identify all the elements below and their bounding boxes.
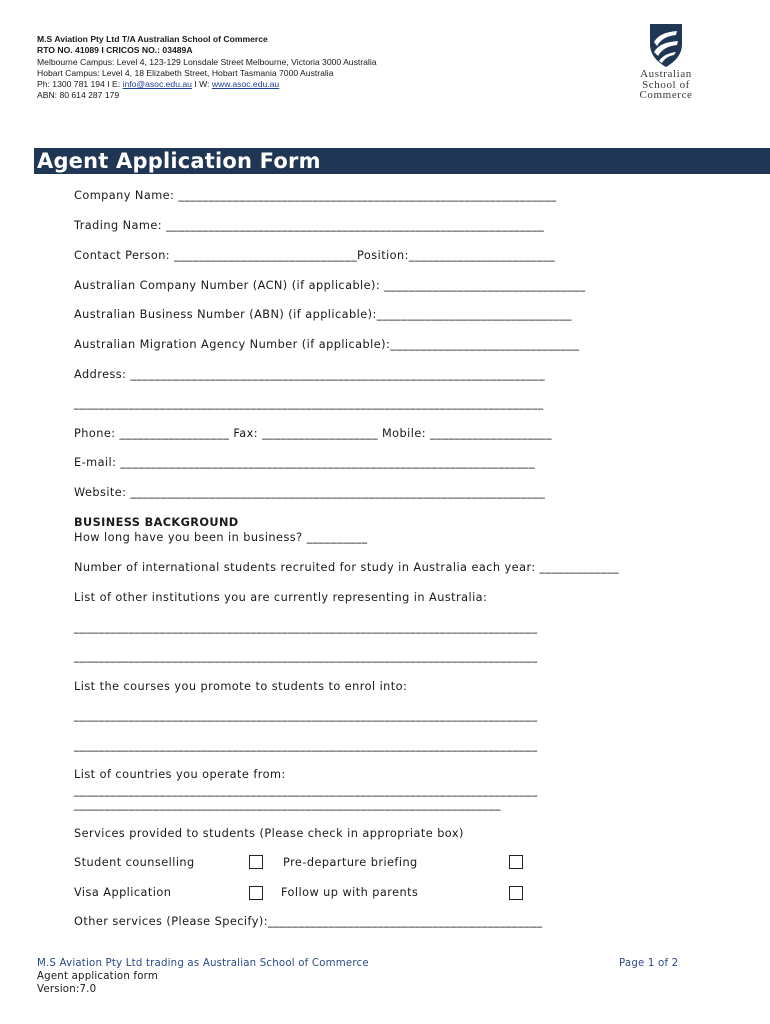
address-field[interactable]: Address: ____________________________________________________________________ <box>74 368 546 381</box>
migration-agency-number-field[interactable]: Australian Migration Agency Number (if applicable):_______________________________ <box>74 338 580 351</box>
website-field[interactable]: Website: ____________________________________________________________________ <box>74 486 546 499</box>
follow-up-label: Follow up with parents <box>281 886 419 899</box>
contact-line <box>37 79 377 90</box>
abn-number: ABN: 80 614 287 179 <box>37 90 120 101</box>
student-counselling-label: Student counselling <box>74 856 195 869</box>
form-title-bar <box>34 148 770 174</box>
other-services-field[interactable]: Other services (Please Specify):_____________________________________________ <box>74 915 543 928</box>
visa-application-checkbox[interactable] <box>249 886 263 900</box>
logo-line-3: Commerce <box>639 89 693 101</box>
footer-version: Version:7.0 <box>37 984 97 995</box>
shield-icon <box>647 22 685 68</box>
logo-line-1: Australian <box>640 68 692 80</box>
countries-label: List of countries you operate from: <box>74 768 286 781</box>
footer-company: M.S Aviation Pty Ltd trading as Australian School of Commerce <box>37 958 369 969</box>
contact-person-position-field[interactable]: Contact Person: ______________________________Position:________________________ <box>74 249 556 262</box>
courses-label: List the courses you promote to students to enrol into: <box>74 680 408 693</box>
rto-cricos-number: RTO NO. 41089 I CRICOS NO.: 03489A <box>37 45 193 56</box>
students-recruited-field[interactable]: Number of international students recruited for study in Australia each year: _____________ <box>74 561 619 574</box>
footer-doc-name: Agent application form <box>37 971 158 982</box>
email-field[interactable]: E-mail: ____________________________________________________________________ <box>74 456 536 469</box>
email-link[interactable]: info@asoc.edu.au <box>122 79 192 90</box>
abn-field[interactable]: Australian Business Number (ABN) (if applicable):________________________________ <box>74 308 572 321</box>
institutions-label: List of other institutions you are currently representing in Australia: <box>74 591 488 604</box>
trading-name-field[interactable]: Trading Name: ______________________________________________________________ <box>74 219 545 232</box>
form-title: Agent Application Form <box>37 149 321 173</box>
student-counselling-checkbox[interactable] <box>249 855 263 869</box>
letterhead <box>37 34 377 102</box>
visa-application-label: Visa Application <box>74 886 172 899</box>
institutions-line-2[interactable]: ____________________________________________________________________________ <box>74 650 538 663</box>
school-logo <box>628 22 704 114</box>
phone-fax-mobile-field[interactable]: Phone: __________________ Fax: ___________________ Mobile: ____________________ <box>74 427 553 440</box>
logo-line-2: School of <box>642 78 690 91</box>
years-in-business-field[interactable]: How long have you been in business? __________ <box>74 531 368 544</box>
pre-departure-label: Pre-departure briefing <box>283 856 418 869</box>
follow-up-checkbox[interactable] <box>509 886 523 900</box>
company-name-field[interactable]: Company Name: ______________________________________________________________ <box>74 189 557 202</box>
phone-text: Ph: 1300 781 194 I E: <box>37 79 123 90</box>
countries-line-1[interactable]: ____________________________________________________________________________ <box>74 784 538 797</box>
countries-line-2[interactable]: ______________________________________________________________________ <box>74 798 501 811</box>
logo-wordmark <box>628 69 704 101</box>
hobart-campus-address: Hobart Campus: Level 4, 18 Elizabeth Street, Hobart Tasmania 7000 Australia <box>37 67 334 78</box>
website-link[interactable]: www.asoc.edu.au <box>211 79 280 90</box>
courses-line-2[interactable]: ____________________________________________________________________________ <box>74 739 538 752</box>
melbourne-campus-address: Melbourne Campus: Level 4, 123-129 Lonsdale Street Melbourne, Victoria 3000 Australia <box>37 56 377 67</box>
institutions-line-1[interactable]: ____________________________________________________________________________ <box>74 621 538 634</box>
company-legal-name: M.S Aviation Pty Ltd T/A Australian School of Commerce <box>37 34 268 44</box>
acn-field[interactable]: Australian Company Number (ACN) (if applicable): _________________________________ <box>74 279 586 292</box>
web-prefix-text: I W: <box>191 79 212 90</box>
courses-line-1[interactable]: ____________________________________________________________________________ <box>74 709 538 722</box>
business-background-heading: BUSINESS BACKGROUND <box>74 516 239 529</box>
address-line-2-field[interactable]: _____________________________________________________________________________ <box>74 397 544 410</box>
services-intro: Services provided to students (Please check in appropriate box) <box>74 827 464 840</box>
pre-departure-checkbox[interactable] <box>509 855 523 869</box>
footer-info <box>37 957 369 996</box>
page-number: Page 1 of 2 <box>619 958 679 969</box>
